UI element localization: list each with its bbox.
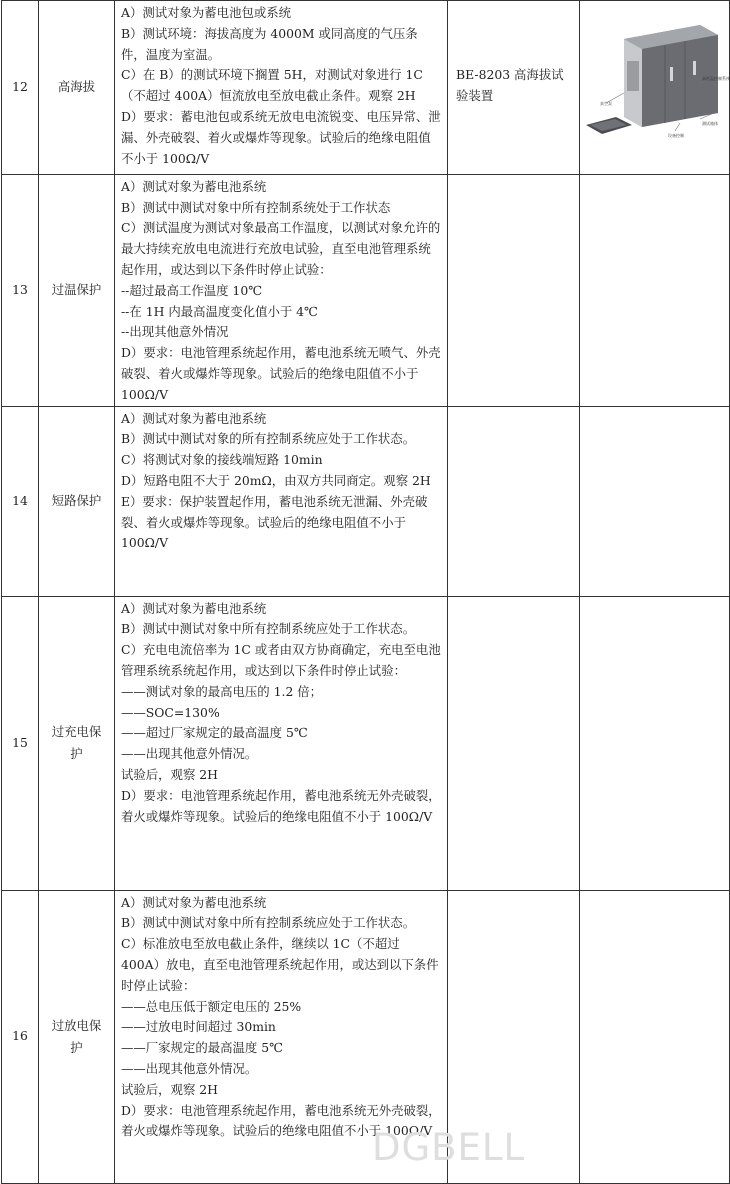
desc-line: A）测试对象为蓄电池系统: [121, 894, 267, 910]
table-row: [2, 1, 730, 175]
equipment-cell: [448, 406, 580, 596]
desc-line: D）要求：电池管理系统起作用，蓄电池系统无喷气、外壳破裂、着火或爆炸等现象。试验后的绝缘电阻值不小于 100Ω/V: [121, 345, 441, 402]
desc-line: A）测试对象为蓄电池系统: [121, 410, 267, 426]
test-name: 过充电保护: [39, 596, 115, 890]
test-name: 短路保护: [39, 406, 115, 596]
row-number: 16: [2, 890, 39, 1183]
desc-line: D）要求：蓄电池包或系统无放电电流锐变、电压异常、泄漏、外壳破裂、着火或爆炸等现象。试验后的绝缘电阻值不小于 100Ω/V: [121, 108, 441, 166]
desc-line: A）测试对象为蓄电池系统: [121, 178, 267, 194]
desc-line: A）测试对象为蓄电池系统: [121, 600, 267, 616]
desc-line: C）标准放电至放电截止条件，继续以 1C（不超过 400A）放电，直至电池管理系统起作用，或达到以下条件时停止试验：: [121, 936, 439, 993]
equipment-image-cell: [580, 174, 730, 406]
desc-line: B）测试中测试对象中所有控制系统应处于工作状态。: [121, 915, 416, 931]
desc-line: D）短路电阻不大于 20mΩ，由双方共同商定。观察 2H: [121, 472, 431, 488]
desc-line: --在 1H 内最高温度变化值小于 4℃: [121, 303, 318, 319]
row-number: 14: [2, 406, 39, 596]
desc-line: C）在 B）的测试环境下搁置 5H，对测试对象进行 1C（不超过 400A）恒流放电至放电截止条件。观察 2H: [121, 67, 423, 104]
desc-line: D）要求：电池管理系统起作用，蓄电池系统无外壳破裂，着火或爆炸等现象。试验后的绝缘电阻值不小于 100Ω/V: [121, 787, 441, 824]
image-label: 测试箱体: [702, 121, 718, 126]
table-row: [2, 406, 730, 596]
desc-line: D）要求：电池管理系统起作用，蓄电池系统无外壳破裂，着火或爆炸等现象。试验后的绝缘电阻值不小于 100Ω/V: [121, 1102, 441, 1139]
test-description: [115, 1, 448, 175]
desc-line: --超过最高工作温度 10℃: [121, 282, 263, 298]
desc-line: B）测试中测试对象中所有控制系统处于工作状态: [121, 199, 391, 215]
desc-line: A）测试对象为蓄电池包或系统: [121, 5, 292, 20]
equipment-image-cell: [580, 406, 730, 596]
desc-line: C）测试温度为测试对象最高工作温度，以测试对象允许的最大持续充放电电流进行充放电试验，直至电池管理系统起作用，或达到以下条件时停止试验：: [121, 220, 441, 277]
desc-line: ——测试对象的最高电压的 1.2 倍；: [121, 683, 323, 699]
desc-line: ——过放电时间超过 30min: [121, 1019, 276, 1035]
equipment-cell: [448, 174, 580, 406]
equipment-cell: [448, 596, 580, 890]
desc-line: B）测试中测试对象中所有控制系统应处于工作状态。: [121, 621, 416, 637]
table-row: [2, 174, 730, 406]
watermark: DGBELL: [372, 1126, 526, 1169]
desc-line: C）将测试对象的接线端短路 10min: [121, 452, 323, 468]
desc-line: ——厂家规定的最高温度 5℃: [121, 1040, 283, 1056]
equipment-image-cell: [580, 596, 730, 890]
image-label: 高低温控制系统: [702, 76, 730, 81]
equipment-image-cell: [580, 1, 730, 175]
desc-line: --出现其他意外情况: [121, 324, 229, 340]
desc-line: B）测试中测试对象的所有控制系统应处于工作状态。: [121, 431, 416, 447]
desc-line: 试验后，观察 2H: [121, 766, 218, 782]
desc-line: B）测试环境：海拔高度为 4000M 或同高度的气压条件，温度为室温。: [121, 25, 418, 62]
test-name: 过温保护: [39, 174, 115, 406]
table-row: [2, 890, 730, 1183]
desc-line: ——出现其他意外情况。: [121, 1060, 258, 1076]
equipment-cell: BE-8203 高海拔试验装置: [448, 1, 580, 175]
row-number: 12: [2, 1, 39, 175]
equipment-image-cell: [580, 890, 730, 1183]
test-description: [115, 596, 448, 890]
test-name: 过放电保护: [39, 890, 115, 1183]
desc-line: ——总电压低于额定电压的 25%: [121, 998, 302, 1014]
test-description: [115, 406, 448, 596]
test-items-table: [1, 0, 730, 1184]
test-description: [115, 174, 448, 406]
desc-line: ——超过厂家规定的最高温度 5℃: [121, 725, 308, 741]
desc-line: ——出现其他意外情况。: [121, 746, 258, 762]
desc-line: E）要求：保护装置起作用，蓄电池系统无泄漏、外壳破裂、着火或爆炸等现象。试验后的绝缘电阻值不小于 100Ω/V: [121, 493, 428, 551]
test-name: 高海拔: [39, 1, 115, 175]
desc-line: ——SOC=130%: [121, 704, 220, 720]
row-number: 15: [2, 596, 39, 890]
row-number: 13: [2, 174, 39, 406]
image-label: 真空泵: [600, 101, 612, 106]
test-chamber-image: [580, 1, 730, 167]
desc-line: C）充电电流倍率为 1C 或者由双方协商确定，充电至电池管理系统系统起作用，或达到以下条件时停止试验：: [121, 642, 441, 678]
desc-line: 试验后，观察 2H: [121, 1081, 218, 1097]
table-row: [2, 596, 730, 890]
image-label: 设备控制: [668, 133, 684, 138]
